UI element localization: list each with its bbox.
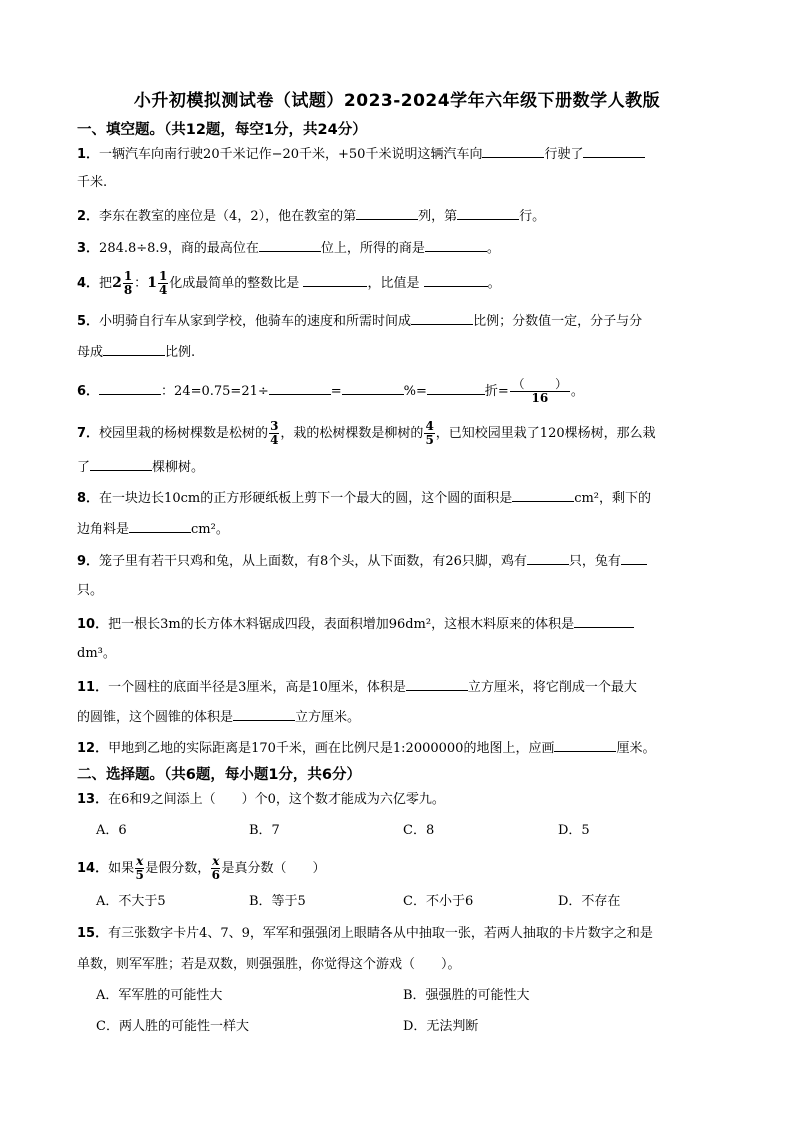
question-text: 千米. xyxy=(77,175,108,190)
question-text: ：24=0.75=21÷ xyxy=(161,384,269,399)
fraction-numerator: x xyxy=(136,854,144,868)
question-text: 立方厘米。 xyxy=(295,710,361,725)
question-7-cont xyxy=(77,456,204,478)
question-text: 。 xyxy=(487,276,501,291)
question-number: 5． xyxy=(77,314,100,329)
question-text: dm³。 xyxy=(77,646,116,661)
fraction xyxy=(135,855,144,882)
answer-blank[interactable] xyxy=(99,380,161,395)
fraction-denominator: 4 xyxy=(158,283,168,297)
question-text: 比例；分数值一定，分子与分 xyxy=(473,314,643,329)
question-9 xyxy=(77,550,647,572)
question-14 xyxy=(77,855,325,882)
question-number: 4． xyxy=(77,276,100,291)
option-c[interactable]: C．8 xyxy=(403,823,435,838)
question-3 xyxy=(77,237,500,259)
fraction-blank[interactable] xyxy=(510,378,570,405)
ratio-colon: ： xyxy=(134,276,148,291)
question-text: 的圆锥，这个圆锥的体积是 xyxy=(77,710,234,725)
question-text: cm²。 xyxy=(191,522,229,537)
question-text: 母成 xyxy=(77,345,104,360)
answer-blank[interactable] xyxy=(554,737,616,752)
question-text: ，比值是 xyxy=(367,276,420,291)
fraction-denominator: 5 xyxy=(425,433,434,447)
question-number: 15． xyxy=(77,926,109,941)
question-text: 一辆汽车向南行驶20千米记作−20千米，+50千米说明这辆汽车向 xyxy=(99,147,483,162)
question-text: 。 xyxy=(570,384,584,399)
question-text: 比例. xyxy=(165,345,196,360)
question-1-cont xyxy=(77,173,107,193)
fraction-numerator: 4 xyxy=(425,419,434,433)
answer-blank[interactable] xyxy=(527,550,569,565)
answer-blank[interactable] xyxy=(259,237,321,252)
question-13 xyxy=(77,790,445,810)
fraction xyxy=(269,420,279,447)
question-text: 了 xyxy=(77,460,91,475)
question-text: 是真分数（ ） xyxy=(221,861,326,876)
option-a[interactable]: A．不大于5 xyxy=(96,894,166,909)
fraction-numerator: x xyxy=(212,854,220,868)
fraction xyxy=(424,420,434,447)
question-text: %= xyxy=(403,384,427,399)
question-text: 立方厘米，将它削成一个最大 xyxy=(467,680,637,695)
question-text: 只。 xyxy=(77,583,104,598)
question-text: 李东在教室的座位是（4，2），他在教室的第 xyxy=(99,209,357,224)
question-text: 在一块边长10cm的正方形硬纸板上剪下一个最大的圆，这个圆的面积是 xyxy=(99,491,513,506)
page-title: 小升初模拟测试卷（试题）2023-2024学年六年级下册数学人教版 xyxy=(133,91,661,111)
answer-blank[interactable] xyxy=(129,518,191,533)
question-1 xyxy=(77,143,645,165)
question-15 xyxy=(77,924,653,944)
question-text: 厘米。 xyxy=(616,741,656,756)
question-5 xyxy=(77,310,642,332)
mixed-number-whole: 1 xyxy=(147,275,157,291)
answer-blank[interactable] xyxy=(574,613,634,628)
section-heading-fill-blank: 一、填空题。（共12题，每空1分，共24分） xyxy=(77,122,367,138)
answer-blank[interactable] xyxy=(342,380,404,395)
answer-blank[interactable] xyxy=(356,205,418,220)
answer-blank[interactable] xyxy=(103,341,165,356)
option-a[interactable]: A．6 xyxy=(96,823,127,838)
fraction-denominator: 16 xyxy=(531,391,549,405)
question-text: ，栽的松树棵数是柳树的 xyxy=(280,426,424,441)
fraction xyxy=(123,270,133,297)
question-text: 284.8÷8.9，商的最高位在 xyxy=(99,241,259,256)
question-text: 一个圆柱的底面半径是3厘米，高是10厘米，体积是 xyxy=(108,680,406,695)
fraction-denominator: 8 xyxy=(123,283,133,297)
question-text: 。 xyxy=(486,241,500,256)
question-number: 10． xyxy=(77,617,109,632)
question-text: 如果 xyxy=(108,861,135,876)
question-12 xyxy=(77,737,655,759)
question-number: 11． xyxy=(77,680,109,695)
question-number: 14． xyxy=(77,861,109,876)
question-number: 13． xyxy=(77,792,109,807)
fraction-denominator: 4 xyxy=(270,433,279,447)
question-number: 1． xyxy=(77,147,100,162)
question-number: 2． xyxy=(77,209,100,224)
option-d[interactable]: D．不存在 xyxy=(558,894,621,909)
fraction-numerator: 1 xyxy=(123,269,133,283)
question-text: 列，第 xyxy=(418,209,458,224)
option-b[interactable]: B．强强胜的可能性大 xyxy=(403,988,530,1003)
fraction-denominator: 6 xyxy=(211,868,221,882)
question-text: 棵柳树。 xyxy=(152,460,205,475)
question-text: 甲地到乙地的实际距离是170千米，画在比例尺是1:2000000的地图上，应画 xyxy=(108,741,555,756)
fraction xyxy=(158,270,168,297)
question-text: 化成最简单的整数比是 xyxy=(169,276,300,291)
answer-blank[interactable] xyxy=(425,237,487,252)
question-text: 边角料是 xyxy=(77,522,130,537)
question-text: 行驶了 xyxy=(544,147,584,162)
answer-blank[interactable] xyxy=(406,676,468,691)
section-heading-multiple-choice: 二、选择题。（共6题，每小题1分，共6分） xyxy=(77,767,362,783)
question-11-cont xyxy=(77,706,360,728)
answer-blank[interactable] xyxy=(303,272,367,287)
question-text: 折= xyxy=(484,384,509,399)
answer-blank[interactable] xyxy=(512,487,574,502)
question-5-cont xyxy=(77,341,195,363)
option-a[interactable]: A．军军胜的可能性大 xyxy=(96,988,223,1003)
answer-blank[interactable] xyxy=(233,706,295,721)
question-text: 在6和9之间添上（ ）个0，这个数才能成为六亿零九。 xyxy=(108,792,445,807)
question-9-cont xyxy=(77,581,103,601)
fraction-denominator: 5 xyxy=(135,868,144,882)
option-b[interactable]: B．等于5 xyxy=(249,894,306,909)
fraction xyxy=(211,855,220,882)
open-paren: （ xyxy=(512,377,525,391)
question-number: 12． xyxy=(77,741,109,756)
answer-blank[interactable] xyxy=(411,310,473,325)
question-text: 把一根长3m的长方体木料锯成四段，表面积增加96dm²，这根木料原来的体积是 xyxy=(108,617,575,632)
question-7 xyxy=(77,420,656,447)
answer-blank[interactable] xyxy=(482,143,544,158)
answer-blank[interactable] xyxy=(90,456,152,471)
question-text: 是假分数， xyxy=(145,861,211,876)
option-c[interactable]: C．不小于6 xyxy=(403,894,474,909)
question-8 xyxy=(77,487,651,509)
question-10 xyxy=(77,613,634,635)
answer-blank[interactable] xyxy=(427,380,485,395)
answer-blank[interactable] xyxy=(424,272,488,287)
answer-blank[interactable] xyxy=(269,380,331,395)
option-d[interactable]: D．无法判断 xyxy=(403,1019,479,1034)
question-6 xyxy=(77,378,584,405)
question-11 xyxy=(77,676,637,698)
fraction-numerator: 1 xyxy=(158,269,168,283)
option-b[interactable]: B．7 xyxy=(249,823,280,838)
mixed-number-whole: 2 xyxy=(112,275,122,291)
question-number: 7． xyxy=(77,426,100,441)
question-number: 6． xyxy=(77,384,100,399)
question-number: 9． xyxy=(77,554,100,569)
question-text: 把 xyxy=(99,276,113,291)
question-10-cont xyxy=(77,644,116,664)
question-8-cont xyxy=(77,518,229,540)
option-d[interactable]: D．5 xyxy=(558,823,590,838)
question-text: 有三张数字卡片4、7、9，军军和强强闭上眼睛各从中抽取一张，若两人抽取的卡片数字之和是 xyxy=(108,926,653,941)
question-text: 行。 xyxy=(519,209,546,224)
question-text: 单数，则军军胜；若是双数，则强强胜，你觉得这个游戏（ ）。 xyxy=(77,957,461,972)
question-4 xyxy=(77,270,501,297)
close-paren: ） xyxy=(555,377,568,391)
question-text: = xyxy=(330,384,342,399)
question-text: 笼子里有若干只鸡和兔，从上面数，有8个头，从下面数，有26只脚，鸡有 xyxy=(99,554,527,569)
question-number: 3． xyxy=(77,241,100,256)
answer-blank[interactable] xyxy=(621,550,647,565)
question-2 xyxy=(77,205,545,227)
question-text: cm²，剩下的 xyxy=(574,491,652,506)
question-text: ，已知校园里栽了120棵杨树，那么栽 xyxy=(435,426,656,441)
question-15-cont xyxy=(77,955,461,975)
option-c[interactable]: C．两人胜的可能性一样大 xyxy=(96,1019,249,1034)
fraction-numerator: 3 xyxy=(270,419,279,433)
question-text: 只，兔有 xyxy=(568,554,621,569)
question-text: 位上，所得的商是 xyxy=(320,241,425,256)
answer-blank[interactable] xyxy=(583,143,645,158)
question-number: 8． xyxy=(77,491,100,506)
question-text: 小明骑自行车从家到学校，他骑车的速度和所需时间成 xyxy=(99,314,412,329)
answer-blank[interactable] xyxy=(457,205,519,220)
question-text: 校园里栽的杨树棵数是松树的 xyxy=(99,426,269,441)
